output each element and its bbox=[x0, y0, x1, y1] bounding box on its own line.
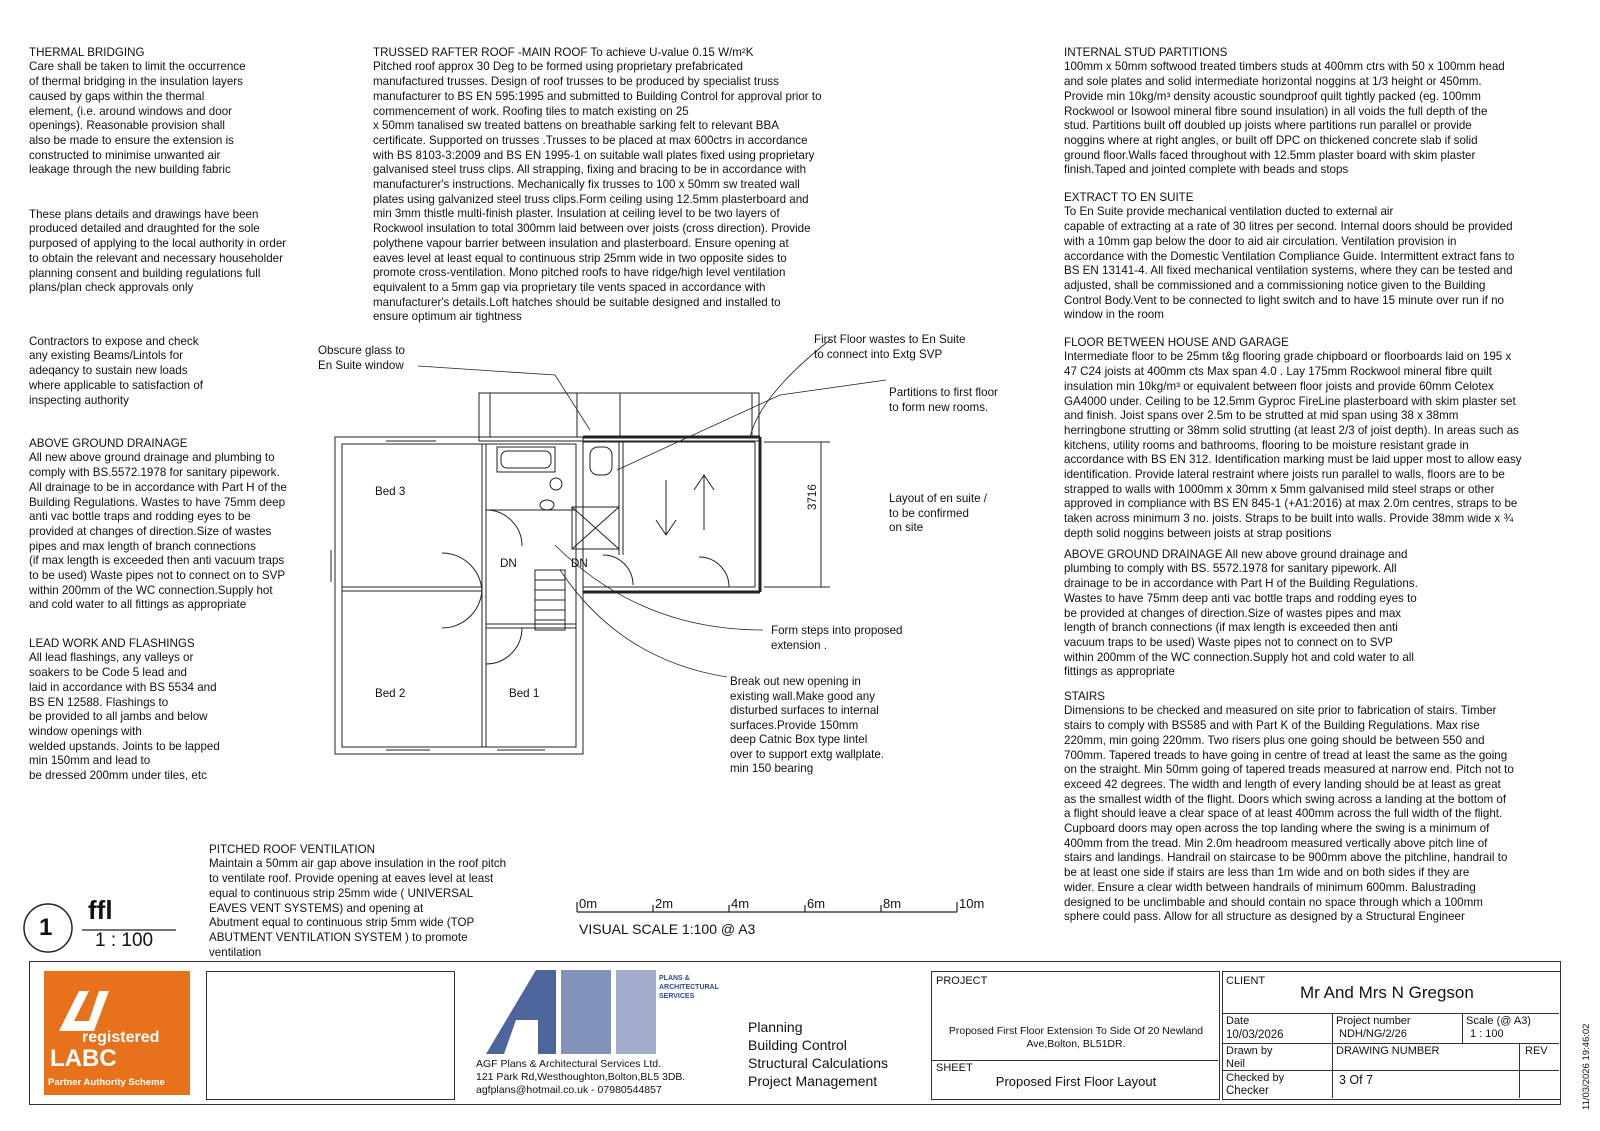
drawn-by-value: Neil bbox=[1226, 1058, 1245, 1070]
breakout-label: Break out new opening in existing wall.Make good any disturbed surfaces to internal surfaces.Provide 150mm deep Catnic Box type lintel over to support extg wallplate. min 150 bearing bbox=[730, 675, 885, 775]
trussed-roof-body: Pitched roof approx 30 Deg to be formed using proprietary prefabricated manufactured trusses. Design of roof trusses to be produced by specialist truss manufacturer to BS EN 595:1995 and submitted to Building Control for approval prior to commencement of work. Roofing tiles to match existing on 25 x 50mm tanalised sw treated battens on breathable sarking felt to relevant BBA certificate. Supported on trusses .Trusses to be placed at max 600ctrs in accordance with BS 8103-3:2009 and BS EN 1995-1 on suitable wall plates fixed using proprietary galvanised steel truss clips. All strapping, fixing and bracing to be in accordance with manufacturer's instructions. Mechanically fix trusses to 100 x 50mm sw treated wall plates using galvanized steel truss clips.Form ceiling using 12.5mm plasterboard and min 3mm thistle multi-finish plaster. Insulation at ceiling level to be two layers of Rockwool insulation to total 300mm laid between over joists (cross direction). Provide polythene vapour barrier between insulation and plasterboard. Ensure opening at eaves level at least equal to continuous strip 25mm wide in two opposite sides to promote cross-ventilation. Mono pitched roofs to have ridge/high level ventilation equivalent to a 5mm gap via proprietary tile vents spaced in accordance with manufacturer's details.Loft hatches should be suitable designed and installed to ensure optimum air tightness bbox=[373, 60, 822, 324]
drainage-left-heading: ABOVE GROUND DRAINAGE bbox=[29, 436, 188, 450]
view-name: ffl bbox=[88, 895, 113, 925]
steps-label: Form steps into proposed extension . bbox=[771, 624, 903, 652]
project-number-value: NDH/NG/2/26 bbox=[1339, 1028, 1407, 1040]
sheet-title: Proposed First Floor Layout bbox=[995, 1074, 1157, 1089]
project-number-label: Project number bbox=[1336, 1015, 1411, 1027]
contractors-body: Contractors to expose and check any existing Beams/Lintols for adeqancy to sustain new loads where applicable to satisfaction of inspecting authority bbox=[29, 334, 204, 407]
scale-tick-10: 10m bbox=[959, 896, 985, 911]
wastes-label: First Floor wastes to En Suite to connect into Extg SVP bbox=[814, 333, 966, 361]
services-list bbox=[748, 1018, 888, 1090]
client-name: Mr And Mrs N Gregson bbox=[1300, 983, 1474, 1002]
labc-wordmark: LABC bbox=[50, 1045, 117, 1072]
dn-label-2: DN bbox=[571, 557, 588, 570]
lead-work-heading: LEAD WORK AND FLASHINGS bbox=[29, 636, 195, 650]
thermal-bridging-heading: THERMAL BRIDGING bbox=[29, 45, 145, 59]
bed-3-label: Bed 3 bbox=[375, 485, 406, 498]
client-divider-h3 bbox=[1222, 1070, 1559, 1071]
project-description: Proposed First Floor Extension To Side Of 20 Newland Ave,Bolton, BL51DR. bbox=[948, 1025, 1204, 1050]
view-number: 1 bbox=[39, 914, 53, 941]
drainage-right-body: ABOVE GROUND DRAINAGE All new above ground drainage and plumbing to comply with BS. 5572.1978 for sanitary pipework. All drainage to be in accordance with Part H of the Building Regulations. Wastes to have 75mm deep anti vac bottle traps and rodding eyes to be provided at changes of direction.Size of wastes pipes and max length of branch connections (if max length is exceeded then anti vacuum traps to be used) Waste pipes not to connect on to SVP within 200mm of the WC connection.Supply hot and cold water to all fittings as appropriate bbox=[1064, 547, 1418, 679]
client-divider-v1 bbox=[1332, 1013, 1333, 1098]
stud-partitions-body: 100mm x 50mm softwood treated timbers studs at 400mm ctrs with 50 x 100mm head and sole plates and solid intermediate horizontal noggins at 1/3 height or 450mm. Provide min 10kg/m³ density acoustic soundproof quilt tightly packed (eg. 100mm Rockwool or Isowool mineral fibre sound insulation) in all voids the full depth of the stud. Partitions built off doubled up joists where partitions run parallel or provide noggins where at right angles, or built off DPC on thickened concrete slab if solid ground floor.Walls faced throughout with 12.5mm plaster board with skim plaster finish.Taped and jointed complete with beads and stops bbox=[1064, 60, 1505, 177]
extract-body: To En Suite provide mechanical ventilation ducted to external air capable of extracting at a rate of 30 litres per second. Internal doors should be provided with a 10mm gap below the door to aid air circulation. Ventilation provision in accordance with the Domestic Ventilation Compliance Guide. Intermittent extract fans to BS EN 13141-4. All fixed mechanical ventilation systems, where they can be tested and adjusted, shall be commissioned and a commissioning notice given to the Building Control Body.Vent to be connected to light switch and to have 15 minute over run if no window in the room bbox=[1064, 205, 1515, 322]
scale-tick-4: 4m bbox=[731, 896, 750, 911]
print-timestamp: 11/03/2026 19:46:02 bbox=[1581, 1023, 1592, 1110]
service-planning: Planning bbox=[748, 1019, 803, 1035]
labc-registered: registered bbox=[82, 1029, 160, 1046]
new-extension-walls bbox=[583, 437, 760, 592]
labc-scheme: Partner Authority Scheme bbox=[48, 1077, 165, 1088]
checked-by-value: Checker bbox=[1226, 1085, 1269, 1097]
rev-label: REV bbox=[1525, 1045, 1548, 1057]
client-label: CLIENT bbox=[1226, 975, 1266, 987]
date-label: Date bbox=[1226, 1015, 1250, 1027]
obscure-glass-label: Obscure glass to En Suite window bbox=[318, 344, 405, 372]
scale-tick-6: 6m bbox=[807, 896, 826, 911]
floor-body: Intermediate floor to be 25mm t&g flooring grade chipboard or floorboards laid on 195 x 47 C24 joists at 400mm cts Max span 4.0 . Lay 175mm Rockwool mineral fibre quilt insulation min 10kg/m³ or equivalent between floor joists and provide 60mm Celotex GA4000 under. Ceiling to be 12.5mm Gyproc FireLine plasterboard with skim plaster set and finish. Joist spans over 2.5m to be strutted at mid span using 38 x 38mm herringbone strutting or 38mm solid strutting (at least 2/3 of joist depth). In areas such as kitchens, utility rooms and bathrooms, flooring to be moisture resistant grade in accordance with BS EN 312. Identification marking must be laid upper most to allow easy identification. Provide lateral restraint where joists run parallel to walls, floors are to be strapped to walls with 1000mm x 30mm x 5mm galvanised mild steel straps or other approved in compliance with BS EN 845-1 (+A1:2016) at max 2.0m centres, straps to be taken across minimum 3 no. joists. Straps to be built into walls. Provide 38mm wide x ¾ depth solid noggins between joists at strap positions bbox=[1064, 350, 1522, 540]
service-project-management: Project Management bbox=[748, 1073, 878, 1089]
client-divider-v2 bbox=[1462, 1013, 1463, 1043]
thermal-bridging-body: Care shall be taken to limit the occurrence of thermal bridging in the insulation layers caused by gaps within the thermal element, (i.e. around windows and door openings). Reasonable provision shall also be made to ensure the extension is constructed to minimise unwanted air leakage through the new building fabric bbox=[29, 60, 246, 177]
dn-label-1: DN bbox=[500, 557, 517, 570]
stud-partitions-heading: INTERNAL STUD PARTITIONS bbox=[1064, 45, 1228, 59]
drawn-by-label: Drawn by bbox=[1226, 1045, 1273, 1057]
view-scale: 1 : 100 bbox=[95, 930, 154, 951]
wc-fixture bbox=[590, 447, 612, 475]
client-divider-h1 bbox=[1222, 1013, 1559, 1014]
roof-ventilation-heading: PITCHED ROOF VENTILATION bbox=[209, 842, 375, 856]
project-label: PROJECT bbox=[936, 975, 988, 987]
client-divider-v3 bbox=[1519, 1043, 1520, 1098]
labc-logo bbox=[44, 971, 190, 1095]
drawing-number-label: DRAWING NUMBER bbox=[1336, 1045, 1440, 1057]
sheet-label: SHEET bbox=[936, 1062, 973, 1074]
trussed-roof-heading: TRUSSED RAFTER ROOF -MAIN ROOF To achieve U-value 0.15 W/m²K bbox=[373, 45, 754, 59]
stairs-heading: STAIRS bbox=[1064, 689, 1106, 703]
scale-value: 1 : 100 bbox=[1470, 1028, 1504, 1040]
checked-by-label: Checked by bbox=[1226, 1072, 1285, 1084]
layout-label: Layout of en suite / to be confirmed on site bbox=[889, 492, 987, 534]
date-value: 10/03/2026 bbox=[1226, 1029, 1284, 1041]
bed-1-label: Bed 1 bbox=[509, 687, 540, 700]
plans-disclaimer-body: These plans details and drawings have been produced detailed and draughted for the sole purposed of applying to the local authority in order to obtain the relevant and necessary householder planning consent and building regulations full plans/plan check approvals only bbox=[29, 207, 287, 295]
roof-ventilation-body: Maintain a 50mm air gap above insulation in the roof pitch to ventilate roof. Provide opening at eaves level at least equal to continuous strip 25mm wide ( UNIVERSAL EAVES VENT SYSTEMS) and opening at Abutment equal to continuous strip 5mm wide (TOP ABUTMENT VENTILATION SYSTEM ) to promote ventilation bbox=[209, 857, 507, 959]
sheet-divider bbox=[931, 1060, 1218, 1061]
scale-caption: VISUAL SCALE 1:100 @ A3 bbox=[579, 921, 756, 937]
service-structural: Structural Calculations bbox=[748, 1055, 889, 1071]
company-address: AGF Plans & Architectural Services Ltd. 121 Park Rd,Westhoughton,Bolton,BL5 3DB. agfplans@hotmail.co.uk - 07980544857 bbox=[476, 1058, 686, 1096]
extract-heading: EXTRACT TO EN SUITE bbox=[1064, 190, 1194, 204]
agf-logo bbox=[466, 970, 719, 1056]
lead-work-body: All lead flashings, any valleys or soakers to be Code 5 lead and laid in accordance with BS 5534 and BS EN 12588. Flashings to be provided to all jambs and below window openings with welded upstands. Joints to be lapped min 150mm and lead to be dressed 200mm under tiles, etc bbox=[29, 651, 220, 783]
stairs-body: Dimensions to be checked and measured on site prior to fabrication of stairs. Timber stairs to comply with BS585 and with Part K of the Building Regulations. Max rise 220mm, min going 220mm. Two risers plus one going should be between 550 and 700mm. Tapered treads to have going in centre of tread at least the same as the going on the straight. Min 50mm going of tapered treads measured at narrow end. Pitch not to exceed 42 degrees. The width and length of every landing should be at least as great as the smallest width of the flight. Doors which swing across a landing at the bottom of a flight should leave a clear space of at least 400mm across the full width of the flight. Cupboard doors may open across the top landing where the swing is a minimum of 400mm from the tread. Min 2.0m headroom measured vertically above pitch line of stairs and landings. Handrail on staircase to be 900mm above the pitchline, handrail to be at least one side if stairs are less than 1m wide and on both sides if they are wider. Ensure a clear width between handrails of minimum 600mm. Balustrading designed to be unclimbable and should contain no space through which a 100mm sphere could pass. Allow for all structure as designed by a Structural Engineer bbox=[1064, 704, 1514, 924]
floor-heading: FLOOR BETWEEN HOUSE AND GARAGE bbox=[1064, 335, 1289, 349]
scale-tick-0: 0m bbox=[579, 896, 598, 911]
scale-tick-2: 2m bbox=[655, 896, 674, 911]
bed-2-label: Bed 2 bbox=[375, 687, 406, 700]
drawing-number-value: 3 Of 7 bbox=[1339, 1073, 1374, 1087]
existing-house-outline bbox=[335, 437, 583, 754]
blank-panel bbox=[206, 971, 455, 1100]
partitions-label: Partitions to first floor to form new rooms. bbox=[889, 386, 998, 414]
agf-logo-text: PLANS & ARCHITECTURAL SERVICES bbox=[659, 975, 719, 1000]
service-building-control: Building Control bbox=[748, 1037, 847, 1053]
dimension-label: 3716 bbox=[806, 484, 819, 510]
drainage-left-body: All new above ground drainage and plumbing to comply with BS.5572.1978 for sanitary pipework. All drainage to be in accordance with Part H of the Building Regulations. Wastes to have 75mm deep anti vac bottle traps and rodding eyes to be provided at changes of direction.Size of wastes pipes and max length of branch connections (if max length is exceeded then anti vacuum traps to be used) Waste pipes not to connect on to SVP within 200mm of the WC connection.Supply hot and cold water to all fittings as appropriate bbox=[29, 451, 287, 612]
client-divider-h2 bbox=[1222, 1043, 1559, 1044]
scale-tick-8: 8m bbox=[883, 896, 902, 911]
staircase bbox=[535, 570, 565, 630]
scale-label: Scale (@ A3) bbox=[1466, 1015, 1531, 1027]
